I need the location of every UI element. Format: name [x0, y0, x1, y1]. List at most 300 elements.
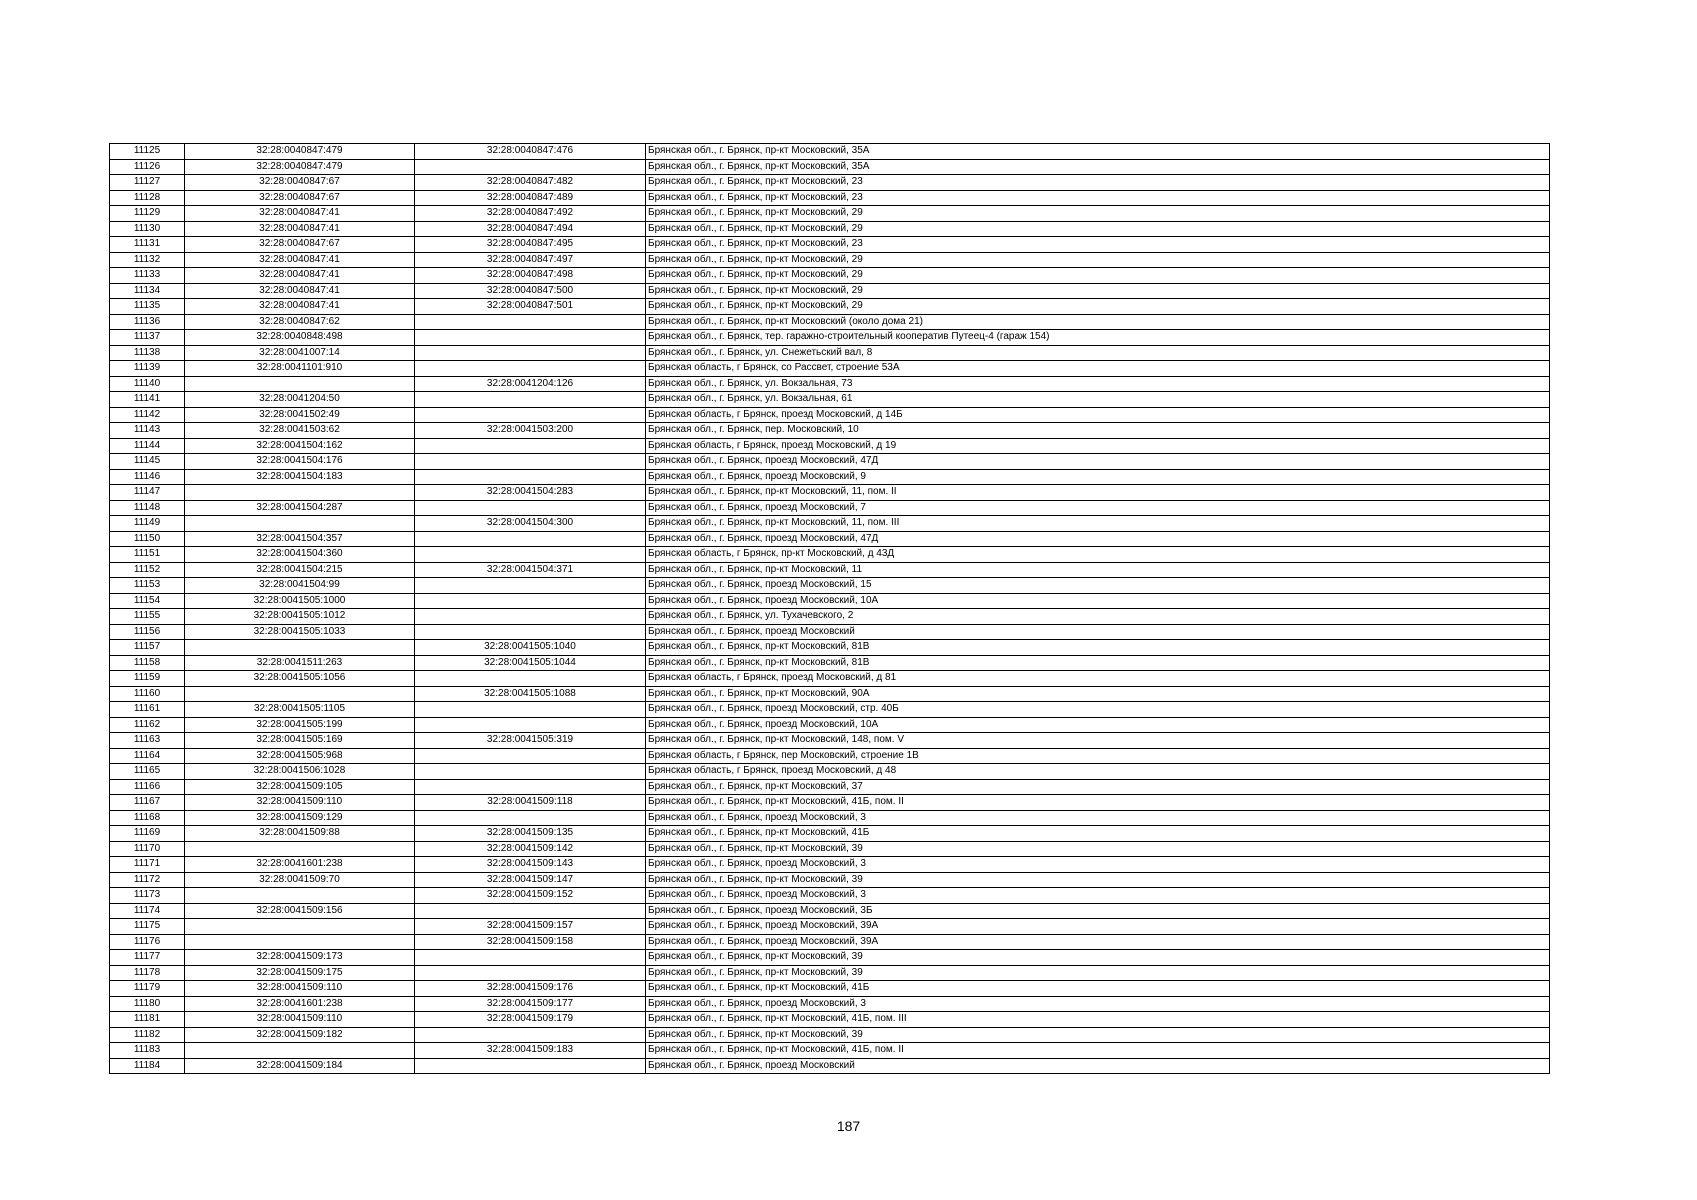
address-cell: Брянская обл., г. Брянск, пр-кт Московский, 148, пом. V [646, 733, 1550, 749]
table-row [110, 376, 1550, 392]
row-number-cell: 11156 [110, 624, 185, 640]
object-cadastral-number-cell [415, 361, 646, 377]
land-cadastral-number-cell [185, 686, 415, 702]
table-row [110, 206, 1550, 222]
object-cadastral-number-cell [415, 702, 646, 718]
land-cadastral-number-cell: 32:28:0041509:156 [185, 903, 415, 919]
address-cell: Брянская обл., г. Брянск, пр-кт Московский, 39 [646, 950, 1550, 966]
row-number-cell: 11147 [110, 485, 185, 501]
table-row [110, 702, 1550, 718]
object-cadastral-number-cell: 32:28:0041509:152 [415, 888, 646, 904]
row-number-cell: 11182 [110, 1027, 185, 1043]
address-cell: Брянская обл., г. Брянск, проезд Московский, 47Д [646, 454, 1550, 470]
object-cadastral-number-cell: 32:28:0041503:200 [415, 423, 646, 439]
row-number-cell: 11173 [110, 888, 185, 904]
address-cell: Брянская обл., г. Брянск, пр-кт Московский, 81В [646, 640, 1550, 656]
table-row [110, 888, 1550, 904]
row-number-cell: 11134 [110, 283, 185, 299]
table-row [110, 500, 1550, 516]
object-cadastral-number-cell: 32:28:0040847:494 [415, 221, 646, 237]
row-number-cell: 11158 [110, 655, 185, 671]
land-cadastral-number-cell: 32:28:0041601:238 [185, 996, 415, 1012]
table-row [110, 283, 1550, 299]
land-cadastral-number-cell: 32:28:0041504:176 [185, 454, 415, 470]
object-cadastral-number-cell [415, 810, 646, 826]
table-row [110, 1058, 1550, 1074]
object-cadastral-number-cell: 32:28:0041509:177 [415, 996, 646, 1012]
row-number-cell: 11154 [110, 593, 185, 609]
row-number-cell: 11167 [110, 795, 185, 811]
address-cell: Брянская обл., г. Брянск, пр-кт Московский, 41Б, пом. III [646, 1012, 1550, 1028]
row-number-cell: 11128 [110, 190, 185, 206]
row-number-cell: 11127 [110, 175, 185, 191]
land-cadastral-number-cell: 32:28:0041505:1105 [185, 702, 415, 718]
row-number-cell: 11161 [110, 702, 185, 718]
address-cell: Брянская обл., г. Брянск, пр-кт Московский, 29 [646, 283, 1550, 299]
object-cadastral-number-cell [415, 593, 646, 609]
object-cadastral-number-cell: 32:28:0041505:319 [415, 733, 646, 749]
object-cadastral-number-cell [415, 903, 646, 919]
address-cell: Брянская область, г Брянск, проезд Московский, д 81 [646, 671, 1550, 687]
row-number-cell: 11126 [110, 159, 185, 175]
address-cell: Брянская область, г Брянск, пр-кт Московский, д 43Д [646, 547, 1550, 563]
address-cell: Брянская обл., г. Брянск, пр-кт Московский, 29 [646, 206, 1550, 222]
table-row [110, 934, 1550, 950]
row-number-cell: 11184 [110, 1058, 185, 1074]
land-cadastral-number-cell [185, 640, 415, 656]
object-cadastral-number-cell [415, 671, 646, 687]
object-cadastral-number-cell [415, 392, 646, 408]
land-cadastral-number-cell: 32:28:0041505:199 [185, 717, 415, 733]
table-row [110, 314, 1550, 330]
address-cell: Брянская обл., г. Брянск, пр-кт Московский, 37 [646, 779, 1550, 795]
table-row [110, 795, 1550, 811]
object-cadastral-number-cell: 32:28:0040847:495 [415, 237, 646, 253]
land-cadastral-number-cell: 32:28:0041504:183 [185, 469, 415, 485]
object-cadastral-number-cell: 32:28:0040847:500 [415, 283, 646, 299]
object-cadastral-number-cell [415, 779, 646, 795]
address-cell: Брянская обл., г. Брянск, ул. Вокзальная, 73 [646, 376, 1550, 392]
table-row [110, 764, 1550, 780]
land-cadastral-number-cell: 32:28:0041511:263 [185, 655, 415, 671]
row-number-cell: 11153 [110, 578, 185, 594]
table-row [110, 330, 1550, 346]
address-cell: Брянская обл., г. Брянск, пр-кт Московский, 29 [646, 221, 1550, 237]
row-number-cell: 11133 [110, 268, 185, 284]
row-number-cell: 11183 [110, 1043, 185, 1059]
table-row [110, 593, 1550, 609]
object-cadastral-number-cell [415, 624, 646, 640]
land-cadastral-number-cell: 32:28:0041509:110 [185, 795, 415, 811]
address-cell: Брянская обл., г. Брянск, проезд Московский, 7 [646, 500, 1550, 516]
row-number-cell: 11149 [110, 516, 185, 532]
table-row [110, 965, 1550, 981]
object-cadastral-number-cell [415, 469, 646, 485]
object-cadastral-number-cell [415, 609, 646, 625]
address-cell: Брянская область, г Брянск, проезд Московский, д 14Б [646, 407, 1550, 423]
table-row [110, 919, 1550, 935]
row-number-cell: 11170 [110, 841, 185, 857]
land-cadastral-number-cell [185, 888, 415, 904]
land-cadastral-number-cell: 32:28:0041007:14 [185, 345, 415, 361]
address-cell: Брянская обл., г. Брянск, проезд Московский, 39А [646, 934, 1550, 950]
object-cadastral-number-cell: 32:28:0041509:147 [415, 872, 646, 888]
table-row [110, 717, 1550, 733]
object-cadastral-number-cell: 32:28:0041509:157 [415, 919, 646, 935]
land-cadastral-number-cell: 32:28:0041503:62 [185, 423, 415, 439]
row-number-cell: 11163 [110, 733, 185, 749]
object-cadastral-number-cell: 32:28:0040847:497 [415, 252, 646, 268]
address-cell: Брянская обл., г. Брянск, пр-кт Московский, 39 [646, 841, 1550, 857]
object-cadastral-number-cell: 32:28:0041504:283 [415, 485, 646, 501]
land-cadastral-number-cell: 32:28:0041509:70 [185, 872, 415, 888]
row-number-cell: 11151 [110, 547, 185, 563]
land-cadastral-number-cell: 32:28:0041204:50 [185, 392, 415, 408]
table-row [110, 516, 1550, 532]
address-cell: Брянская обл., г. Брянск, ул. Тухачевского, 2 [646, 609, 1550, 625]
land-cadastral-number-cell: 32:28:0041505:1033 [185, 624, 415, 640]
land-cadastral-number-cell: 32:28:0041509:129 [185, 810, 415, 826]
land-cadastral-number-cell: 32:28:0041505:1012 [185, 609, 415, 625]
object-cadastral-number-cell: 32:28:0040847:492 [415, 206, 646, 222]
land-cadastral-number-cell: 32:28:0041509:110 [185, 981, 415, 997]
land-cadastral-number-cell: 32:28:0041504:357 [185, 531, 415, 547]
address-cell: Брянская обл., г. Брянск, проезд Московский, 3 [646, 996, 1550, 1012]
object-cadastral-number-cell [415, 345, 646, 361]
address-cell: Брянская обл., г. Брянск, пр-кт Московский, 41Б, пом. II [646, 795, 1550, 811]
table-row [110, 1027, 1550, 1043]
object-cadastral-number-cell: 32:28:0041509:142 [415, 841, 646, 857]
object-cadastral-number-cell: 32:28:0041504:300 [415, 516, 646, 532]
land-cadastral-number-cell: 32:28:0041504:99 [185, 578, 415, 594]
table-row [110, 454, 1550, 470]
row-number-cell: 11142 [110, 407, 185, 423]
table-row [110, 392, 1550, 408]
land-cadastral-number-cell: 32:28:0040847:41 [185, 268, 415, 284]
table-row [110, 221, 1550, 237]
address-cell: Брянская обл., г. Брянск, пр-кт Московский, 90А [646, 686, 1550, 702]
table-row [110, 361, 1550, 377]
object-cadastral-number-cell: 32:28:0041204:126 [415, 376, 646, 392]
address-cell: Брянская обл., г. Брянск, тер. гаражно-строительный кооператив Путеец-4 (гараж 154) [646, 330, 1550, 346]
object-cadastral-number-cell [415, 1027, 646, 1043]
land-cadastral-number-cell: 32:28:0041504:287 [185, 500, 415, 516]
address-cell: Брянская обл., г. Брянск, пр-кт Московский, 35А [646, 144, 1550, 160]
object-cadastral-number-cell: 32:28:0041505:1040 [415, 640, 646, 656]
row-number-cell: 11138 [110, 345, 185, 361]
object-cadastral-number-cell: 32:28:0041509:183 [415, 1043, 646, 1059]
land-cadastral-number-cell: 32:28:0040847:479 [185, 144, 415, 160]
land-cadastral-number-cell: 32:28:0041601:238 [185, 857, 415, 873]
object-cadastral-number-cell: 32:28:0041509:143 [415, 857, 646, 873]
address-cell: Брянская обл., г. Брянск, пр-кт Московский, 39 [646, 872, 1550, 888]
row-number-cell: 11174 [110, 903, 185, 919]
table-row [110, 1043, 1550, 1059]
address-cell: Брянская обл., г. Брянск, пр-кт Московский, 11 [646, 562, 1550, 578]
row-number-cell: 11171 [110, 857, 185, 873]
object-cadastral-number-cell [415, 965, 646, 981]
table-row [110, 810, 1550, 826]
land-cadastral-number-cell: 32:28:0040848:498 [185, 330, 415, 346]
row-number-cell: 11159 [110, 671, 185, 687]
land-cadastral-number-cell: 32:28:0041504:162 [185, 438, 415, 454]
table-row [110, 748, 1550, 764]
address-cell: Брянская обл., г. Брянск, пр-кт Московский, 11, пом. III [646, 516, 1550, 532]
object-cadastral-number-cell [415, 500, 646, 516]
land-cadastral-number-cell: 32:28:0041509:184 [185, 1058, 415, 1074]
land-cadastral-number-cell: 32:28:0041505:169 [185, 733, 415, 749]
address-cell: Брянская обл., г. Брянск, пр-кт Московский, 29 [646, 299, 1550, 315]
table-row [110, 733, 1550, 749]
object-cadastral-number-cell: 32:28:0040847:498 [415, 268, 646, 284]
row-number-cell: 11172 [110, 872, 185, 888]
table-row [110, 423, 1550, 439]
object-cadastral-number-cell [415, 407, 646, 423]
land-cadastral-number-cell: 32:28:0041505:1056 [185, 671, 415, 687]
table-row [110, 624, 1550, 640]
object-cadastral-number-cell [415, 314, 646, 330]
object-cadastral-number-cell: 32:28:0041509:176 [415, 981, 646, 997]
table-row [110, 299, 1550, 315]
row-number-cell: 11139 [110, 361, 185, 377]
land-cadastral-number-cell: 32:28:0040847:41 [185, 206, 415, 222]
land-cadastral-number-cell: 32:28:0041509:182 [185, 1027, 415, 1043]
registry-table-body [110, 144, 1550, 1074]
object-cadastral-number-cell [415, 159, 646, 175]
table-row [110, 159, 1550, 175]
address-cell: Брянская область, г Брянск, пер Московский, строение 1В [646, 748, 1550, 764]
row-number-cell: 11129 [110, 206, 185, 222]
address-cell: Брянская обл., г. Брянск, пр-кт Московский, 39 [646, 965, 1550, 981]
row-number-cell: 11141 [110, 392, 185, 408]
table-row [110, 640, 1550, 656]
address-cell: Брянская обл., г. Брянск, проезд Московский, 3Б [646, 903, 1550, 919]
table-row [110, 841, 1550, 857]
table-row [110, 175, 1550, 191]
address-cell: Брянская обл., г. Брянск, проезд Московский, 3 [646, 857, 1550, 873]
row-number-cell: 11175 [110, 919, 185, 935]
address-cell: Брянская обл., г. Брянск, проезд Московский, 10А [646, 717, 1550, 733]
land-cadastral-number-cell [185, 1043, 415, 1059]
row-number-cell: 11135 [110, 299, 185, 315]
address-cell: Брянская обл., г. Брянск, пр-кт Московский, 41Б [646, 826, 1550, 842]
object-cadastral-number-cell [415, 578, 646, 594]
land-cadastral-number-cell: 32:28:0041101:910 [185, 361, 415, 377]
table-row [110, 872, 1550, 888]
row-number-cell: 11178 [110, 965, 185, 981]
row-number-cell: 11181 [110, 1012, 185, 1028]
row-number-cell: 11180 [110, 996, 185, 1012]
address-cell: Брянская обл., г. Брянск, проезд Московский, 15 [646, 578, 1550, 594]
address-cell: Брянская обл., г. Брянск, проезд Московский [646, 624, 1550, 640]
row-number-cell: 11166 [110, 779, 185, 795]
row-number-cell: 11146 [110, 469, 185, 485]
table-row [110, 237, 1550, 253]
object-cadastral-number-cell: 32:28:0041509:158 [415, 934, 646, 950]
land-cadastral-number-cell: 32:28:0041509:88 [185, 826, 415, 842]
object-cadastral-number-cell [415, 438, 646, 454]
object-cadastral-number-cell: 32:28:0040847:489 [415, 190, 646, 206]
land-cadastral-number-cell: 32:28:0040847:67 [185, 190, 415, 206]
table-row [110, 438, 1550, 454]
land-cadastral-number-cell: 32:28:0040847:67 [185, 175, 415, 191]
table-row [110, 826, 1550, 842]
object-cadastral-number-cell: 32:28:0041509:135 [415, 826, 646, 842]
land-cadastral-number-cell: 32:28:0040847:41 [185, 221, 415, 237]
row-number-cell: 11177 [110, 950, 185, 966]
table-row [110, 578, 1550, 594]
land-cadastral-number-cell [185, 919, 415, 935]
object-cadastral-number-cell: 32:28:0040847:482 [415, 175, 646, 191]
table-row [110, 996, 1550, 1012]
address-cell: Брянская обл., г. Брянск, пр-кт Московский, 29 [646, 252, 1550, 268]
table-row [110, 268, 1550, 284]
table-row [110, 981, 1550, 997]
land-cadastral-number-cell: 32:28:0041504:215 [185, 562, 415, 578]
table-row [110, 485, 1550, 501]
land-cadastral-number-cell: 32:28:0041509:175 [185, 965, 415, 981]
address-cell: Брянская обл., г. Брянск, проезд Московский [646, 1058, 1550, 1074]
object-cadastral-number-cell [415, 531, 646, 547]
address-cell: Брянская обл., г. Брянск, пр-кт Московский, 23 [646, 175, 1550, 191]
address-cell: Брянская обл., г. Брянск, ул. Снежетьский вал, 8 [646, 345, 1550, 361]
object-cadastral-number-cell [415, 547, 646, 563]
land-cadastral-number-cell [185, 376, 415, 392]
land-cadastral-number-cell: 32:28:0040847:67 [185, 237, 415, 253]
row-number-cell: 11160 [110, 686, 185, 702]
table-row [110, 779, 1550, 795]
address-cell: Брянская обл., г. Брянск, пр-кт Московский, 11, пом. II [646, 485, 1550, 501]
land-cadastral-number-cell: 32:28:0041509:105 [185, 779, 415, 795]
table-row [110, 857, 1550, 873]
address-cell: Брянская обл., г. Брянск, пр-кт Московский, 29 [646, 268, 1550, 284]
address-cell: Брянская обл., г. Брянск, пр-кт Московский, 41Б, пом. II [646, 1043, 1550, 1059]
row-number-cell: 11168 [110, 810, 185, 826]
land-cadastral-number-cell [185, 934, 415, 950]
row-number-cell: 11136 [110, 314, 185, 330]
page-number: 187 [836, 1118, 861, 1134]
row-number-cell: 11179 [110, 981, 185, 997]
address-cell: Брянская обл., г. Брянск, пр-кт Московский, 23 [646, 237, 1550, 253]
table-row [110, 950, 1550, 966]
object-cadastral-number-cell [415, 748, 646, 764]
address-cell: Брянская обл., г. Брянск, ул. Вокзальная, 61 [646, 392, 1550, 408]
row-number-cell: 11164 [110, 748, 185, 764]
address-cell: Брянская обл., г. Брянск, проезд Московский, 9 [646, 469, 1550, 485]
land-cadastral-number-cell [185, 485, 415, 501]
table-row [110, 252, 1550, 268]
address-cell: Брянская обл., г. Брянск, проезд Московский, 10А [646, 593, 1550, 609]
row-number-cell: 11176 [110, 934, 185, 950]
land-cadastral-number-cell: 32:28:0040847:62 [185, 314, 415, 330]
address-cell: Брянская обл., г. Брянск, пр-кт Московский, 39 [646, 1027, 1550, 1043]
address-cell: Брянская область, г Брянск, проезд Московский, д 19 [646, 438, 1550, 454]
address-cell: Брянская обл., г. Брянск, пр-кт Московский, 81В [646, 655, 1550, 671]
address-cell: Брянская область, г Брянск, проезд Московский, д 48 [646, 764, 1550, 780]
object-cadastral-number-cell: 32:28:0040847:476 [415, 144, 646, 160]
object-cadastral-number-cell [415, 1058, 646, 1074]
row-number-cell: 11150 [110, 531, 185, 547]
row-number-cell: 11148 [110, 500, 185, 516]
address-cell: Брянская обл., г. Брянск, проезд Московский, 47Д [646, 531, 1550, 547]
address-cell: Брянская обл., г. Брянск, пр-кт Московский, 35А [646, 159, 1550, 175]
land-cadastral-number-cell: 32:28:0041505:1000 [185, 593, 415, 609]
row-number-cell: 11130 [110, 221, 185, 237]
object-cadastral-number-cell [415, 764, 646, 780]
land-cadastral-number-cell: 32:28:0041506:1028 [185, 764, 415, 780]
table-row [110, 469, 1550, 485]
object-cadastral-number-cell [415, 950, 646, 966]
table-row [110, 190, 1550, 206]
land-cadastral-number-cell: 32:28:0041502:49 [185, 407, 415, 423]
row-number-cell: 11132 [110, 252, 185, 268]
row-number-cell: 11162 [110, 717, 185, 733]
land-cadastral-number-cell: 32:28:0040847:41 [185, 252, 415, 268]
address-cell: Брянская обл., г. Брянск, пр-кт Московский, 41Б [646, 981, 1550, 997]
table-row [110, 1012, 1550, 1028]
address-cell: Брянская область, г Брянск, со Рассвет, строение 53А [646, 361, 1550, 377]
table-row [110, 531, 1550, 547]
address-cell: Брянская обл., г. Брянск, проезд Московский, 39А [646, 919, 1550, 935]
table-row [110, 144, 1550, 160]
address-cell: Брянская обл., г. Брянск, проезд Московский, 3 [646, 810, 1550, 826]
row-number-cell: 11155 [110, 609, 185, 625]
land-cadastral-number-cell: 32:28:0041509:110 [185, 1012, 415, 1028]
object-cadastral-number-cell: 32:28:0041509:118 [415, 795, 646, 811]
table-row [110, 903, 1550, 919]
table-row [110, 407, 1550, 423]
row-number-cell: 11143 [110, 423, 185, 439]
object-cadastral-number-cell: 32:28:0041504:371 [415, 562, 646, 578]
row-number-cell: 11125 [110, 144, 185, 160]
object-cadastral-number-cell [415, 454, 646, 470]
land-cadastral-number-cell [185, 841, 415, 857]
row-number-cell: 11140 [110, 376, 185, 392]
address-cell: Брянская обл., г. Брянск, пр-кт Московский, 23 [646, 190, 1550, 206]
row-number-cell: 11152 [110, 562, 185, 578]
address-cell: Брянская обл., г. Брянск, проезд Московский, 3 [646, 888, 1550, 904]
land-cadastral-number-cell: 32:28:0041504:360 [185, 547, 415, 563]
object-cadastral-number-cell: 32:28:0041505:1088 [415, 686, 646, 702]
address-cell: Брянская обл., г. Брянск, пр-кт Московский (около дома 21) [646, 314, 1550, 330]
row-number-cell: 11165 [110, 764, 185, 780]
row-number-cell: 11157 [110, 640, 185, 656]
table-row [110, 562, 1550, 578]
table-row [110, 686, 1550, 702]
object-cadastral-number-cell: 32:28:0041509:179 [415, 1012, 646, 1028]
address-cell: Брянская обл., г. Брянск, пер. Московский, 10 [646, 423, 1550, 439]
land-cadastral-number-cell [185, 516, 415, 532]
row-number-cell: 11131 [110, 237, 185, 253]
table-row [110, 547, 1550, 563]
object-cadastral-number-cell: 32:28:0041505:1044 [415, 655, 646, 671]
row-number-cell: 11169 [110, 826, 185, 842]
land-cadastral-number-cell: 32:28:0040847:479 [185, 159, 415, 175]
address-cell: Брянская обл., г. Брянск, проезд Московский, стр. 40Б [646, 702, 1550, 718]
land-cadastral-number-cell: 32:28:0040847:41 [185, 299, 415, 315]
table-row [110, 345, 1550, 361]
object-cadastral-number-cell: 32:28:0040847:501 [415, 299, 646, 315]
table-row [110, 609, 1550, 625]
table-row [110, 671, 1550, 687]
row-number-cell: 11144 [110, 438, 185, 454]
registry-table [109, 143, 1550, 1074]
land-cadastral-number-cell: 32:28:0041509:173 [185, 950, 415, 966]
land-cadastral-number-cell: 32:28:0041505:968 [185, 748, 415, 764]
object-cadastral-number-cell [415, 717, 646, 733]
row-number-cell: 11137 [110, 330, 185, 346]
land-cadastral-number-cell: 32:28:0040847:41 [185, 283, 415, 299]
